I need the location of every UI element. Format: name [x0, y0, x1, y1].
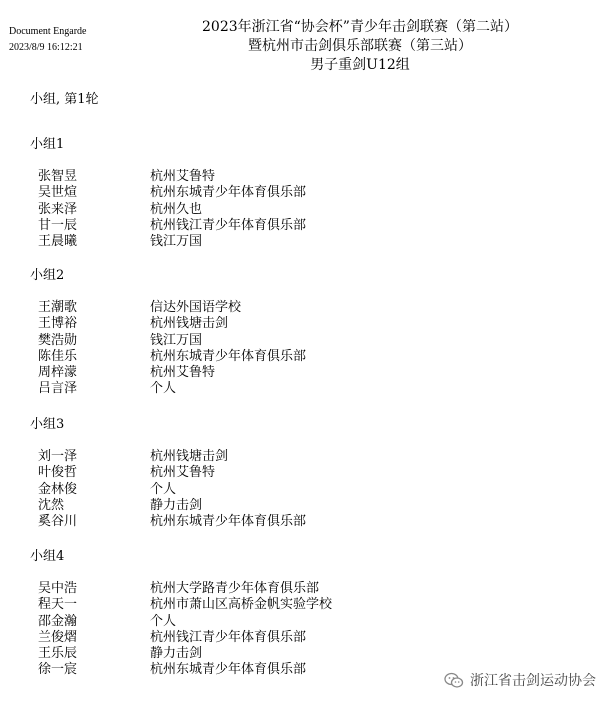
- fencer-name: 吕言泽: [38, 381, 78, 397]
- table-row: [30, 381, 590, 397]
- fencer-name: 王乐辰: [38, 646, 78, 662]
- table-row: [30, 514, 590, 530]
- fencer-club: 个人: [150, 481, 177, 497]
- fencer-name: 王晨曦: [38, 234, 78, 250]
- fencer-club: 杭州钱江青少年体育俱乐部: [150, 217, 307, 233]
- table-row: [30, 300, 590, 316]
- table-row: [30, 614, 590, 630]
- table-row: [30, 316, 590, 332]
- pool-1: [30, 137, 590, 250]
- fencer-club: 杭州东城青少年体育俱乐部: [150, 662, 307, 678]
- fencer-club: 杭州东城青少年体育俱乐部: [150, 348, 307, 364]
- document-header: [150, 18, 570, 75]
- pool-4: [30, 549, 590, 679]
- fencer-club: 杭州钱江青少年体育俱乐部: [150, 629, 307, 645]
- table-row: [30, 581, 590, 597]
- fencer-club: 杭州东城青少年体育俱乐部: [150, 514, 307, 530]
- fencer-club: 杭州艾鲁特: [150, 365, 216, 381]
- fencer-name: 程天一: [38, 597, 78, 613]
- fencer-name: 陈佳乐: [38, 348, 78, 364]
- table-row: [30, 185, 590, 201]
- fencer-name: 金林俊: [38, 481, 78, 497]
- fencer-club: 静力击剑: [150, 646, 203, 662]
- table-row: [30, 482, 590, 498]
- pool-title: 小组2: [30, 268, 65, 283]
- fencer-club: 钱江万国: [150, 234, 203, 250]
- table-row: [30, 449, 590, 465]
- table-row: [30, 498, 590, 514]
- fencer-name: 张智昱: [38, 169, 78, 184]
- fencer-name: 刘一泽: [38, 449, 78, 464]
- fencer-name: 叶俊哲: [38, 465, 78, 481]
- tournament-title: 2023年浙江省“协会杯”青少年击剑联赛（第二站）: [202, 19, 518, 35]
- print-timestamp: 2023/8/9 16:12:21: [9, 42, 83, 53]
- table-row: [30, 630, 590, 646]
- fencer-name: 甘一辰: [38, 217, 78, 233]
- pool-title: 小组4: [30, 549, 65, 564]
- fencer-name: 徐一宸: [38, 662, 78, 678]
- fencer-club: 静力击剑: [150, 497, 203, 513]
- fencer-name: 奚谷川: [38, 514, 78, 530]
- table-row: [30, 646, 590, 662]
- fencer-name: 樊浩勋: [38, 332, 78, 348]
- round-title: 小组, 第1轮: [30, 92, 99, 107]
- fencer-club: 个人: [150, 613, 177, 629]
- fencer-club: 杭州东城青少年体育俱乐部: [150, 185, 307, 201]
- wechat-icon: [444, 672, 464, 689]
- fencer-club: 杭州市萧山区高桥金帆实验学校: [150, 597, 333, 613]
- table-row: [30, 465, 590, 481]
- fencer-name: 沈然: [38, 497, 65, 513]
- source-watermark: [444, 670, 596, 690]
- table-row: [30, 234, 590, 250]
- event-category: 男子重剑U12组: [310, 57, 410, 73]
- fencer-name: 邵金瀚: [38, 613, 78, 629]
- fencer-club: 个人: [150, 381, 177, 397]
- fencer-club: 杭州艾鲁特: [150, 169, 216, 184]
- table-row: [30, 333, 590, 349]
- fencer-club: 信达外国语学校: [150, 300, 242, 315]
- fencer-name: 王博裕: [38, 316, 78, 332]
- fencer-club: 杭州久也: [150, 201, 203, 217]
- fencer-club: 杭州艾鲁特: [150, 465, 216, 481]
- pool-3: [30, 417, 590, 530]
- pool-title: 小组3: [30, 417, 65, 432]
- fencer-name: 王潮歌: [38, 300, 78, 315]
- table-row: [30, 202, 590, 218]
- watermark-text: 浙江省击剑运动协会: [470, 673, 596, 689]
- fencer-club: 钱江万国: [150, 332, 203, 348]
- fencer-club: 杭州钱塘击剑: [150, 449, 229, 464]
- fencer-name: 周梓濛: [38, 365, 78, 381]
- fencer-club: 杭州大学路青少年体育俱乐部: [150, 581, 320, 596]
- fencer-name: 张来泽: [38, 201, 78, 217]
- table-row: [30, 597, 590, 613]
- fencer-name: 吴中浩: [38, 581, 78, 596]
- table-row: [30, 365, 590, 381]
- table-row: [30, 218, 590, 234]
- software-name: Document Engarde: [9, 26, 87, 37]
- fencer-name: 兰俊熠: [38, 629, 78, 645]
- tournament-subtitle: 暨杭州市击剑俱乐部联赛（第三站）: [248, 38, 472, 54]
- table-row: [30, 169, 590, 185]
- fencer-club: 杭州钱塘击剑: [150, 316, 229, 332]
- pool-title: 小组1: [30, 137, 65, 152]
- document-meta: [9, 24, 86, 56]
- table-row: [30, 349, 590, 365]
- fencer-name: 吴世煊: [38, 185, 78, 201]
- pool-2: [30, 268, 590, 398]
